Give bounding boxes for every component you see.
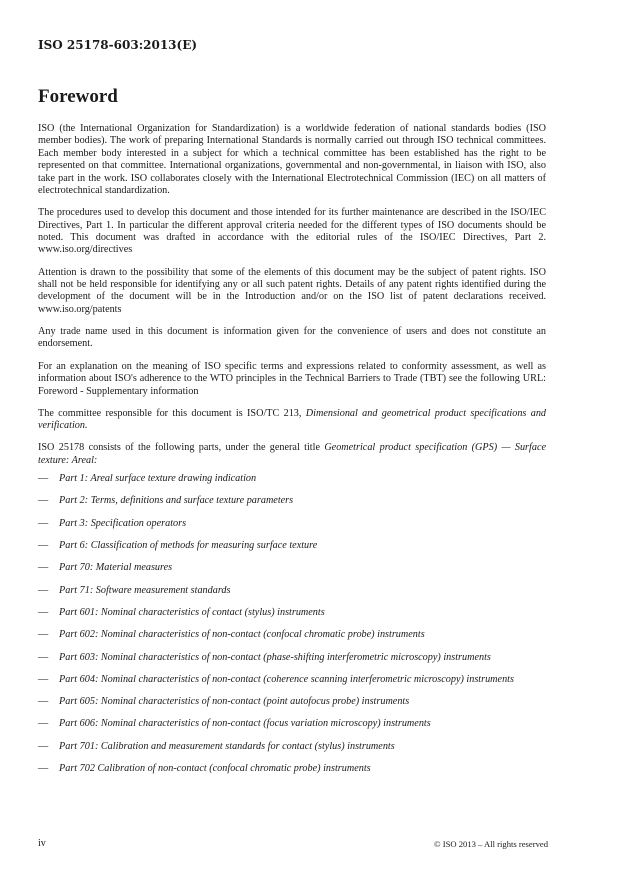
list-item: [38, 674, 546, 686]
page-number: iv: [38, 838, 46, 849]
part-title: Part 606: Nominal characteristics of non-contact (focus variation microscopy) instruments: [59, 718, 431, 730]
list-dash: —: [38, 651, 49, 663]
part-title: Part 6: Classification of methods for measuring surface texture: [59, 540, 318, 552]
paragraph-trade-name: Any trade name used in this document is information given for the convenience of users and does not constitute an endorsement.: [38, 326, 546, 350]
list-dash: —: [38, 495, 49, 507]
parts-intro-text: ISO 25178 consists of the following parts, under the general title: [38, 442, 325, 454]
committee-text: The committee responsible for this document is ISO/TC 213,: [38, 407, 306, 419]
part-title: Part 3: Specification operators: [59, 517, 187, 529]
list-dash: —: [38, 540, 49, 552]
parts-list: [38, 473, 546, 775]
list-dash: —: [38, 517, 49, 529]
general-title: Geometrical product specification (GPS) — Surface texture: Areal:: [38, 442, 546, 466]
list-dash: —: [38, 629, 49, 641]
paragraph-committee: [38, 408, 546, 433]
list-item: [38, 585, 546, 597]
list-dash: —: [38, 673, 49, 685]
paragraph-conformity: For an explanation on the meaning of ISO specific terms and expressions related to conformity assessment, as well as information about ISO's adherence to the WTO principles in the Technical Barriers to Trade (TBT) see the following URL: Foreword - Supplementary information: [38, 360, 546, 397]
list-dash: —: [38, 606, 49, 618]
part-title: Part 1: Areal surface texture drawing indication: [59, 473, 257, 485]
list-item: [38, 718, 546, 730]
part-title: Part 605: Nominal characteristics of non-contact (point autofocus probe) instruments: [59, 696, 410, 708]
part-title: Part 71: Software measurement standards: [59, 584, 231, 596]
paragraph-parts-intro: [38, 442, 546, 467]
committee-title: Dimensional and geometrical product specifications and verification.: [38, 407, 547, 432]
list-dash: —: [38, 473, 49, 485]
paragraph-patents: Attention is drawn to the possibility that some of the elements of this document may be the subject of patent rights. ISO shall not be held responsible for identifying any or all such patent rights. Details of any patent rights identified during the development of the document will be in the Introduction and/or on the ISO list of patent declarations received. www.iso.org/patents: [38, 266, 546, 315]
list-dash: —: [38, 562, 49, 574]
list-dash: —: [38, 718, 49, 730]
list-item: [38, 629, 546, 641]
list-dash: —: [38, 762, 49, 774]
part-title: Part 602: Nominal characteristics of non-contact (confocal chromatic probe) instruments: [59, 629, 425, 641]
part-title: Part 2: Terms, definitions and surface texture parameters: [59, 495, 294, 507]
part-title: Part 604: Nominal characteristics of non-contact (coherence scanning interferometric microscopy) instruments: [59, 673, 514, 685]
list-item: [38, 696, 546, 708]
part-title: Part 603: Nominal characteristics of non-contact (phase-shifting interferometric microscopy) instruments: [59, 651, 491, 663]
list-item: [38, 495, 546, 507]
part-title: Part 702 Calibration of non-contact (confocal chromatic probe) instruments: [59, 762, 371, 774]
list-item: [38, 741, 546, 753]
part-title: Part 701: Calibration and measurement standards for contact (stylus) instruments: [59, 740, 395, 752]
list-item: [38, 763, 546, 775]
list-item: [38, 607, 546, 619]
list-item: [38, 518, 546, 530]
list-item: [38, 652, 546, 664]
list-item: [38, 540, 546, 552]
document-page: [38, 0, 548, 876]
paragraph-procedures: The procedures used to develop this document and those intended for its further maintenance are described in the ISO/IEC Directives, Part 1. In particular the different approval criteria needed for the different types of ISO documents should be noted. This document was drafted in accordance with the editorial rules of the ISO/IEC Directives, Part 2. www.iso.org/directives: [38, 207, 546, 256]
copyright-notice: © ISO 2013 – All rights reserved: [434, 839, 548, 849]
list-item: [38, 473, 546, 485]
list-dash: —: [38, 584, 49, 596]
page-title: Foreword: [38, 86, 118, 107]
part-title: Part 70: Material measures: [59, 562, 173, 574]
document-id: ISO 25178-603:2013(E): [38, 38, 198, 52]
paragraph-iso-intro: ISO (the International Organization for Standardization) is a worldwide federation of national standards bodies (ISO member bodies). The work of preparing International Standards is normally carried out through ISO technical committees. Each member body interested in a subject for which a technical committee has been established has the right to be represented on that committee. International organizations, governmental and non-governmental, in liaison with ISO, also take part in the work. ISO collaborates closely with the International Electrotechnical Commission (IEC) on all matters of electrotechnical standardization.: [38, 123, 546, 197]
list-dash: —: [38, 696, 49, 708]
foreword-body: [38, 123, 546, 785]
list-dash: —: [38, 740, 49, 752]
part-title: Part 601: Nominal characteristics of contact (stylus) instruments: [59, 606, 325, 618]
list-item: [38, 562, 546, 574]
